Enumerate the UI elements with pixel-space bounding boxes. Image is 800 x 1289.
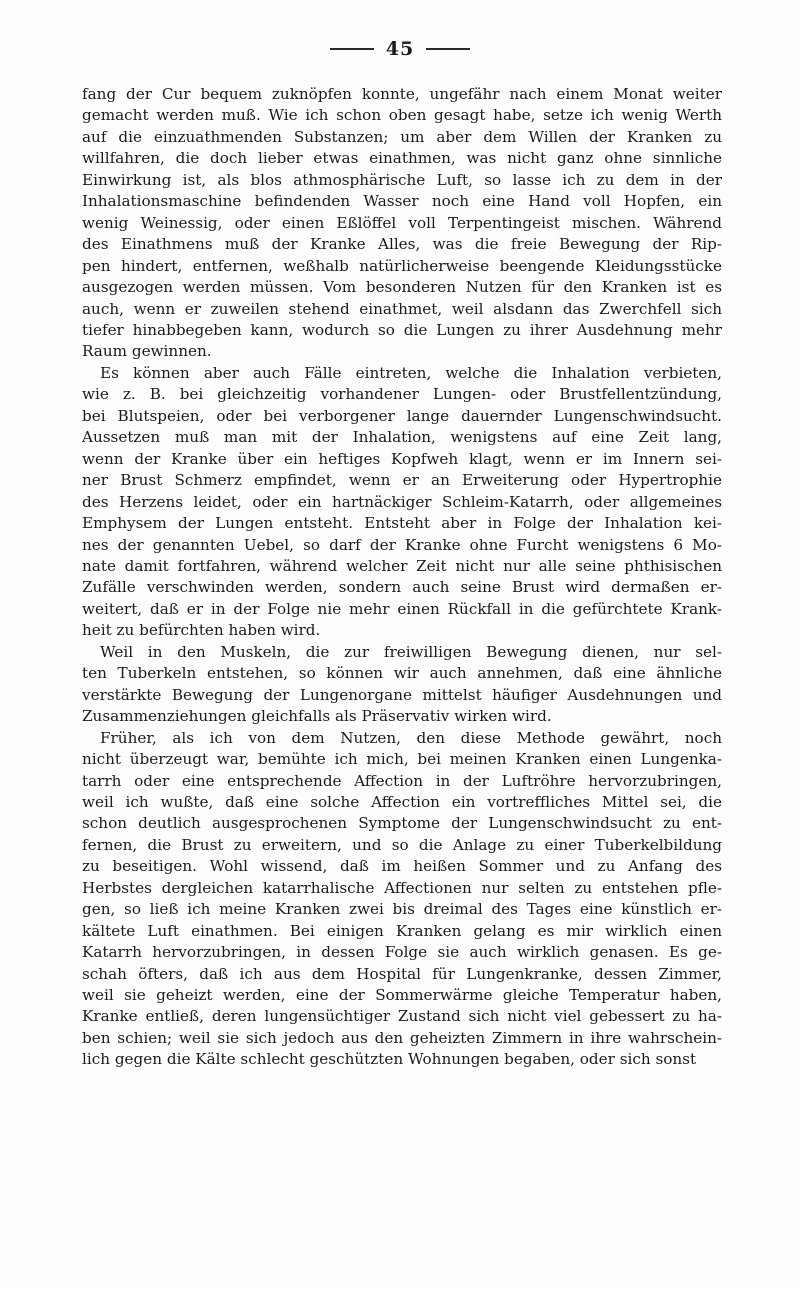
text-line: Herbstes dergleichen katarrhalische Affectionen nur selten zu entstehen pfle-: [82, 878, 722, 897]
text-line: tiefer hinabbegeben kann, wodurch so die Lungen zu ihrer Ausdehnung mehr: [82, 320, 722, 339]
paragraph-3: [82, 642, 722, 1071]
text-line: nes der genannten Uebel, so darf der Kranke ohne Furcht wenigstens 6 Mo-: [82, 535, 722, 554]
text-line: ausgezogen werden müssen. Vom besonderen Nutzen für den Kranken ist es: [82, 278, 722, 297]
text-line: auf die einzuathmenden Substanzen; um aber dem Willen der Kranken zu: [82, 127, 722, 146]
text-line: ner Brust Schmerz empfindet, wenn er an Erweiterung oder Hypertrophie: [82, 471, 722, 490]
text-line: gen, so ließ ich meine Kranken zwei bis dreimal des Tages eine künstlich er-: [82, 900, 722, 919]
text-line: Aussetzen muß man mit der Inhalation, wenigstens auf eine Zeit lang,: [82, 428, 722, 447]
text-line: Es können aber auch Fälle eintreten, welche die Inhalation verbieten,: [100, 363, 722, 382]
header-rule-left: [330, 48, 374, 50]
paragraph-2: [82, 363, 722, 642]
text-line: bei Blutspeien, oder bei verborgener lange dauernder Lungenschwindsucht.: [82, 406, 722, 425]
text-line: gemacht werden muß. Wie ich schon oben gesagt habe, setze ich wenig Werth: [82, 106, 722, 125]
text-line: ben schien; weil sie sich jedoch aus den geheizten Zimmern in ihre wahrschein-: [82, 1028, 722, 1047]
text-line: pen hindert, entfernen, weßhalb natürlicherweise beengende Kleidungsstücke: [82, 256, 722, 275]
text-line: wenn der Kranke über ein heftiges Kopfweh klagt, wenn er im Innern sei-: [82, 449, 722, 468]
text-line: wenig Weinessig, oder einen Eßlöffel voll Terpentingeist mischen. Während: [82, 213, 722, 232]
text-line: Katarrh hervorzubringen, in dessen Folge sie auch wirklich genasen. Es ge-: [82, 943, 722, 962]
text-line: des Herzens leidet, oder ein hartnäckiger Schleim-Katarrh, oder allgemeines: [82, 492, 722, 511]
text-line: schah öfters, daß ich aus dem Hospital für Lungenkranke, dessen Zimmer,: [82, 964, 722, 983]
text-line: Weil in den Muskeln, die zur freiwilligen Bewegung dienen, nur sel-: [100, 642, 722, 661]
text-line: Inhalationsmaschine befindenden Wasser noch eine Hand voll Hopfen, ein: [82, 192, 722, 211]
text-line: Zufälle verschwinden werden, sondern auch seine Brust wird dermaßen er-: [82, 578, 722, 597]
text-line: Kranke entließ, deren lungensüchtiger Zustand sich nicht viel gebessert zu ha-: [82, 1007, 722, 1026]
text-line: kältete Luft einathmen. Bei einigen Kranken gelang es mir wirklich einen: [82, 921, 722, 940]
text-line: fang der Cur bequem zuknöpfen konnte, ungefähr nach einem Monat weiter: [82, 85, 722, 103]
header-rule-right: [426, 48, 470, 50]
text-line: Raum gewinnen.: [82, 342, 212, 361]
page-header: [0, 38, 800, 60]
text-line: ten Tuberkeln entstehen, so können wir auch annehmen, daß eine ähnliche: [82, 664, 722, 683]
text-line: wie z. B. bei gleichzeitig vorhandener Lungen- oder Brustfellentzündung,: [82, 385, 722, 404]
paragraph-1: [82, 84, 722, 363]
text-line: Emphysem der Lungen entsteht. Entsteht aber in Folge der Inhalation kei-: [82, 514, 722, 533]
text-line: schon deutlich ausgesprochenen Symptome der Lungenschwindsucht zu ent-: [82, 814, 722, 833]
text-line: weitert, daß er in der Folge nie mehr einen Rückfall in die gefürchtete Krank-: [82, 599, 722, 618]
text-line: heit zu befürchten haben wird.: [82, 621, 321, 640]
text-line: zu beseitigen. Wohl wissend, daß im heißen Sommer und zu Anfang des: [82, 857, 722, 876]
text-line: lich gegen die Kälte schlecht geschützten Wohnungen begaben, oder sich sonst: [82, 1050, 697, 1069]
text-line: nate damit fortfahren, während welcher Zeit nicht nur alle seine phthisischen: [82, 556, 722, 575]
text-line: weil sie geheizt werden, eine der Sommerwärme gleiche Temperatur haben,: [82, 986, 722, 1005]
text-line: willfahren, die doch lieber etwas einathmen, was nicht ganz ohne sinnliche: [82, 149, 722, 168]
page-number: 45: [385, 38, 415, 60]
text-line: Einwirkung ist, als blos athmosphärische Luft, so lasse ich zu dem in der: [82, 170, 722, 189]
text-line: verstärkte Bewegung der Lungenorgane mittelst häufiger Ausdehnungen und: [82, 685, 722, 704]
text-line: weil ich wußte, daß eine solche Affection ein vortreffliches Mittel sei, die: [82, 792, 722, 811]
text-line: auch, wenn er zuweilen stehend einathmet, weil alsdann das Zwerchfell sich: [82, 299, 722, 318]
text-line: fernen, die Brust zu erweitern, und so die Anlage zu einer Tuberkelbildung: [82, 835, 722, 854]
text-line: des Einathmens muß der Kranke Alles, was die freie Bewegung der Rip-: [82, 235, 722, 254]
text-line: tarrh oder eine entsprechende Affection in der Luftröhre hervorzubringen,: [82, 771, 722, 790]
body-text: [82, 84, 722, 1071]
text-line: nicht überzeugt war, bemühte ich mich, bei meinen Kranken einen Lungenka-: [82, 750, 722, 769]
text-line: Zusammenziehungen gleichfalls als Präservativ wirken wird.: [82, 707, 552, 726]
text-line: Früher, als ich von dem Nutzen, den diese Methode gewährt, noch: [100, 728, 722, 747]
